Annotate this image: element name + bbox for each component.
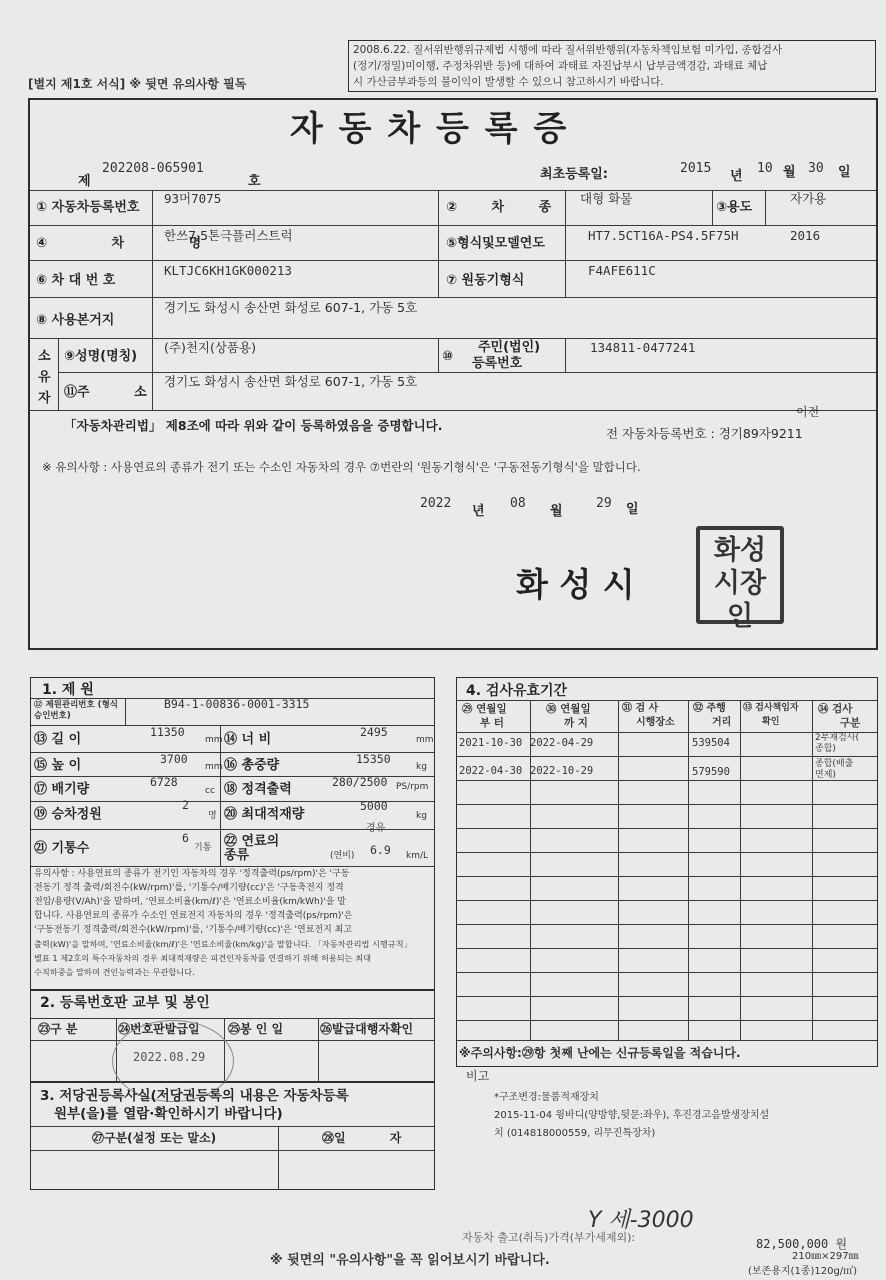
reg-number: 202208-065901	[102, 161, 204, 176]
col-line	[58, 338, 59, 410]
first-reg-label: 최초등록일:	[540, 167, 608, 182]
official-seal	[696, 526, 784, 632]
cylinders-label: ㉑ 기통수	[34, 841, 90, 856]
gross-value: 15350	[356, 752, 391, 766]
model-value: HT7.5CT16A-PS4.5F75H	[588, 228, 739, 243]
first-reg-y: 년	[730, 169, 743, 184]
reg-plate-value: 93머7075	[164, 191, 222, 206]
col-line	[220, 725, 221, 866]
notice-line-1: 2008.6.22. 질서위반행위규제법 시행에 따라 질서위반행위(자동차책임보험 미가입, 종합검사	[353, 44, 783, 56]
issue-year: 2022	[420, 496, 452, 511]
insp-row-1-type-1: 2부재검사(	[815, 733, 860, 743]
insp-col-from-1: ㉙ 연월일	[462, 703, 507, 715]
plates-col-agent: ㉖발급대행자확인	[320, 1022, 414, 1036]
owner-address-label: ⑪주 소	[64, 385, 147, 400]
inspection-title: 4. 검사유효기간	[466, 683, 568, 699]
owner-address-value: 경기도 화성시 송산면 화성로 607-1, 가동 5호	[164, 374, 418, 389]
specs-note-2: 전동기 정격 출력/회전수(kW/rpm)'를, '기통수/배기량(cc)'은 '구동축전지 정격	[34, 883, 344, 893]
max-load-label: ⑳ 최대적재량	[224, 807, 305, 822]
insp-row-1-to: 2022-04-29	[530, 737, 594, 749]
certify-statement: 「자동차관리법」 제8조에 따라 위와 같이 등록하였음을 증명합니다.	[64, 418, 443, 433]
fuel-type-label: ㉒ 연료의 종류	[224, 834, 280, 863]
vehicle-name-value: 한쓰7.5톤극플러스트럭	[164, 228, 293, 243]
length-value: 11350	[150, 725, 185, 739]
remarks-line-1: *구조변경:물품적재장치	[494, 1092, 599, 1103]
cylinders-value: 6	[182, 831, 189, 845]
row-line	[30, 297, 876, 298]
paper-size: 210㎜×297㎜	[792, 1251, 859, 1262]
insp-col-type-2: 구분	[840, 717, 861, 729]
col-line	[688, 700, 689, 1040]
approval-label: ⑫ 제원관리번호 (형식승인번호)	[34, 700, 118, 721]
efficiency-value: 6.9	[370, 843, 391, 857]
power-value: 280/2500	[332, 775, 388, 789]
price-handwriting: Y 세-3000	[588, 1208, 694, 1233]
plates-title: 2. 등록번호판 교부 및 봉인	[40, 995, 210, 1011]
col-line	[618, 700, 619, 1040]
col-line	[765, 190, 766, 225]
first-reg-month: 10	[757, 161, 773, 176]
insp-col-place-2: 시행장소	[636, 717, 675, 728]
row-line	[457, 972, 877, 973]
insp-col-officer-1: ㉝ 검사책임자	[743, 703, 799, 713]
mortgage-col-type: ㉗구분(설정 또는 말소)	[92, 1131, 217, 1145]
row-line	[31, 1126, 434, 1127]
col-line	[712, 190, 713, 225]
reg-prefix: 제	[78, 174, 91, 189]
efficiency-label: (연비)	[330, 851, 355, 861]
vehicle-class-label: ② 차 종	[446, 200, 552, 215]
base-location-value: 경기도 화성시 송산면 화성로 607-1, 가동 5호	[164, 300, 418, 315]
issue-m: 월	[550, 504, 563, 519]
specs-note-7: 별표 1 제2호의 특수자동차의 경우 최대적재량은 피견인자동차를 연결하기 위해 허용되는 최대	[34, 953, 371, 963]
displacement-value: 6728	[150, 775, 178, 789]
inspection-notice: ※주의사항:㉙항 첫째 난에는 신규등록일을 적습니다.	[459, 1046, 741, 1060]
insp-row-2-type-1: 종합(배출	[815, 759, 854, 769]
cylinders-unit: 기통	[194, 843, 212, 853]
first-reg-day: 30	[808, 161, 824, 176]
fuel-note: ※ 유의사항 : 사용연료의 종류가 전기 또는 수소인 자동차의 경우 ⑦번란의 '원동기형식'은 '구동전동기형식'을 말합니다.	[42, 460, 641, 474]
fuel-type-value: 경유	[366, 823, 386, 834]
mortgage-title-1: 3. 저당권등록사실(저당권등록의 내용은 자동차등록	[40, 1088, 349, 1104]
plates-col-seal: ㉕봉 인 일	[228, 1022, 284, 1036]
first-reg-m: 월	[783, 165, 796, 180]
corp-number-label-2: 등록번호	[472, 356, 523, 371]
mortgage-title-2: 원부(을)를 열람·확인하시기 바랍니다)	[54, 1106, 283, 1122]
row-line	[457, 828, 877, 829]
row-line	[457, 804, 877, 805]
row-line	[457, 852, 877, 853]
width-unit: mm	[416, 735, 434, 745]
reg-number-label: ① 자동차등록번호	[36, 200, 140, 215]
notice-line-3: 시 가산금부과등의 불이익이 발생할 수 있으니 참고하시기 바랍니다.	[353, 76, 664, 88]
col-line	[530, 700, 531, 1040]
row-line	[58, 372, 876, 373]
vehicle-class-value: 대형 화물	[580, 191, 633, 206]
insp-row-1-km: 539504	[692, 737, 730, 749]
col-line	[152, 190, 153, 410]
insp-col-from-2: 부 터	[480, 717, 504, 729]
length-label: ⑬ 길 이	[34, 732, 82, 747]
usage-label: ③용도	[716, 200, 753, 215]
insp-row-2-from: 2022-04-30	[459, 765, 523, 777]
specs-note-6: 출력(kW)'을 말하며, '연료소비율(km/ℓ)'은 '연료소비율(km/kg)'을 말합니다. 「자동차관리법 시행규칙」	[34, 939, 412, 949]
row-line	[457, 1020, 877, 1021]
col-line	[740, 700, 741, 1040]
displacement-label: ⑰ 배기량	[34, 782, 90, 797]
row-line	[457, 700, 877, 701]
power-label: ⑱ 정격출력	[224, 782, 292, 797]
previous-reg-number: 전 자동차등록번호 : 경기89자9211	[606, 426, 803, 441]
remarks-line-3: 치 (014818000559, 리무진특장차)	[494, 1128, 656, 1139]
footer-notice: ※ 뒷면의 "유의사항"을 꼭 읽어보시기 바랍니다.	[270, 1253, 550, 1268]
efficiency-unit: km/L	[406, 851, 429, 861]
row-line	[457, 876, 877, 877]
remarks-line-2: 2015-11-04 윙바디(양방향,뒷문:좌우), 후진경고음발생장치설	[494, 1110, 770, 1121]
specs-note-1: 유의사항 : 사용연료의 종류가 전기인 자동차의 경우 '정격출력(ps/rpm)'은 '구동	[34, 869, 350, 879]
col-line	[565, 190, 566, 297]
insp-row-1-type-2: 종합)	[815, 744, 836, 754]
max-load-unit: kg	[416, 811, 427, 821]
price-value: 82,500,000 원	[756, 1237, 848, 1251]
row-line	[31, 1018, 434, 1019]
plates-col-type: ㉓구 분	[38, 1022, 78, 1036]
row-line	[31, 1150, 434, 1151]
displacement-unit: cc	[205, 786, 215, 796]
approval-value: B94-1-00836-0001-3315	[164, 697, 310, 711]
height-value: 3700	[160, 752, 188, 766]
form-label: [별지 제1호 서식] ※ 뒷면 유의사항 필독	[28, 77, 247, 91]
seal-text: 화성시장인	[713, 535, 767, 632]
transfer-label: 이전	[796, 405, 820, 419]
insp-col-place-1: ㉛ 검 사	[622, 703, 659, 714]
issue-month: 08	[510, 496, 526, 511]
insp-row-2-to: 2022-10-29	[530, 765, 594, 777]
vin-label: ⑥ 차 대 번 호	[36, 273, 116, 288]
notice-line-2: (정기/정밀)미이행, 주정차위반 등)에 대하여 과태료 자진납부시 납부금액경감, 과태료 체납	[353, 60, 768, 72]
col-line	[318, 1018, 319, 1082]
power-unit: PS/rpm	[396, 782, 429, 792]
engine-type-label: ⑦ 원동기형식	[446, 273, 525, 288]
plates-col-issue: ㉔번호판발급일	[118, 1022, 200, 1036]
row-line	[457, 756, 877, 757]
insp-col-officer-2: 확인	[762, 717, 780, 727]
issue-day: 29	[596, 496, 612, 511]
width-label: ⑭ 너 비	[224, 732, 272, 747]
vehicle-name-label: ④ 차 명	[36, 236, 202, 251]
col-line	[812, 700, 813, 1040]
row-line	[457, 1040, 877, 1041]
row-line	[457, 948, 877, 949]
row-line	[457, 780, 877, 781]
remarks-label: 비고	[466, 1069, 490, 1083]
row-line	[457, 996, 877, 997]
corp-number-value: 134811-0477241	[590, 340, 696, 355]
height-label: ⑮ 높 이	[34, 758, 82, 773]
col-line	[438, 338, 439, 372]
model-year-value: 2016	[790, 228, 821, 243]
reg-suffix: 호	[248, 174, 261, 189]
row-line	[30, 260, 876, 261]
engine-type-value: F4AFE611C	[588, 263, 656, 278]
mortgage-col-date: ㉘일 자	[322, 1131, 402, 1145]
owner-name-value: (주)천지(상품용)	[164, 340, 256, 355]
row-line	[30, 190, 876, 191]
gross-unit: kg	[416, 762, 427, 772]
insp-col-to-2: 까 지	[564, 717, 588, 729]
col-line	[438, 190, 439, 297]
insp-col-to-1: ㉚ 연월일	[546, 703, 591, 715]
price-label: 자동차 출고(취득)가격(부가세제외):	[462, 1231, 636, 1244]
insp-col-km-2: 거리	[712, 717, 732, 728]
length-unit: mm	[205, 735, 223, 745]
corp-number-label-1: 주민(법인)	[478, 340, 541, 355]
paper-type: (보존용지(1종)120g/㎡)	[748, 1266, 858, 1277]
width-value: 2495	[360, 725, 388, 739]
seats-value: 2	[182, 798, 189, 812]
first-reg-d: 일	[838, 165, 851, 180]
row-line	[31, 866, 434, 867]
specs-note-3: 전압/용량(V/Ah)'을 말하며, '연료소비율(km/ℓ)'은 '연료소비율(km/kWh)'을 말	[34, 897, 346, 907]
insp-row-2-type-2: 면제)	[815, 770, 836, 780]
first-reg-year: 2015	[680, 161, 712, 176]
col-line	[565, 338, 566, 372]
row-line	[31, 1040, 434, 1041]
row-line	[30, 338, 876, 339]
insp-row-1-from: 2021-10-30	[459, 737, 523, 749]
seats-label: ⑲ 승차정원	[34, 807, 102, 822]
row-line	[30, 410, 876, 411]
model-year-label: ⑤형식및모델연도	[446, 236, 545, 251]
usage-value: 자가용	[790, 191, 827, 206]
insp-col-type-1: ㉞ 검사	[818, 703, 853, 715]
issuer-name: 화 성 시	[516, 565, 635, 604]
specs-note-5: '구동전동기 정격출력/회전수(kW/rpm)'를, '기통수/배기량(cc)'은 '연료전지 최고	[34, 925, 353, 935]
col-line	[125, 698, 126, 725]
seats-unit: 명	[208, 811, 217, 821]
insp-row-2-km: 579590	[692, 766, 730, 778]
date-stamp-text: 2022.08.29	[133, 1050, 206, 1064]
document-title: 자 동 차 등 록 증	[290, 109, 569, 149]
issue-d: 일	[626, 502, 639, 517]
row-line	[457, 900, 877, 901]
height-unit: mm	[205, 762, 223, 772]
specs-note-4: 합니다. 사용연료의 종류가 수소인 연료전지 자동차의 경우 '정격출력(ps/rpm)'은	[34, 911, 353, 921]
owner-name-label: ⑨성명(명칭)	[64, 349, 138, 364]
vin-value: KLTJC6KH1GK000213	[164, 263, 292, 278]
issue-y: 년	[472, 504, 485, 519]
specs-note-8: 수직하중을 말하며 견인능력과는 무관합니다.	[34, 967, 195, 977]
row-line	[30, 225, 876, 226]
insp-col-km-1: ㉜ 주행	[693, 703, 726, 714]
max-load-value: 5000	[360, 799, 388, 813]
specs-title: 1. 제 원	[42, 682, 94, 698]
col-line	[278, 1126, 279, 1190]
gross-label: ⑯ 총중량	[224, 758, 280, 773]
corp-number-circle: ⑩	[442, 349, 454, 364]
owner-label: 소유자	[38, 349, 51, 406]
row-line	[457, 732, 877, 733]
base-location-label: ⑧ 사용본거지	[36, 313, 115, 328]
row-line	[457, 924, 877, 925]
